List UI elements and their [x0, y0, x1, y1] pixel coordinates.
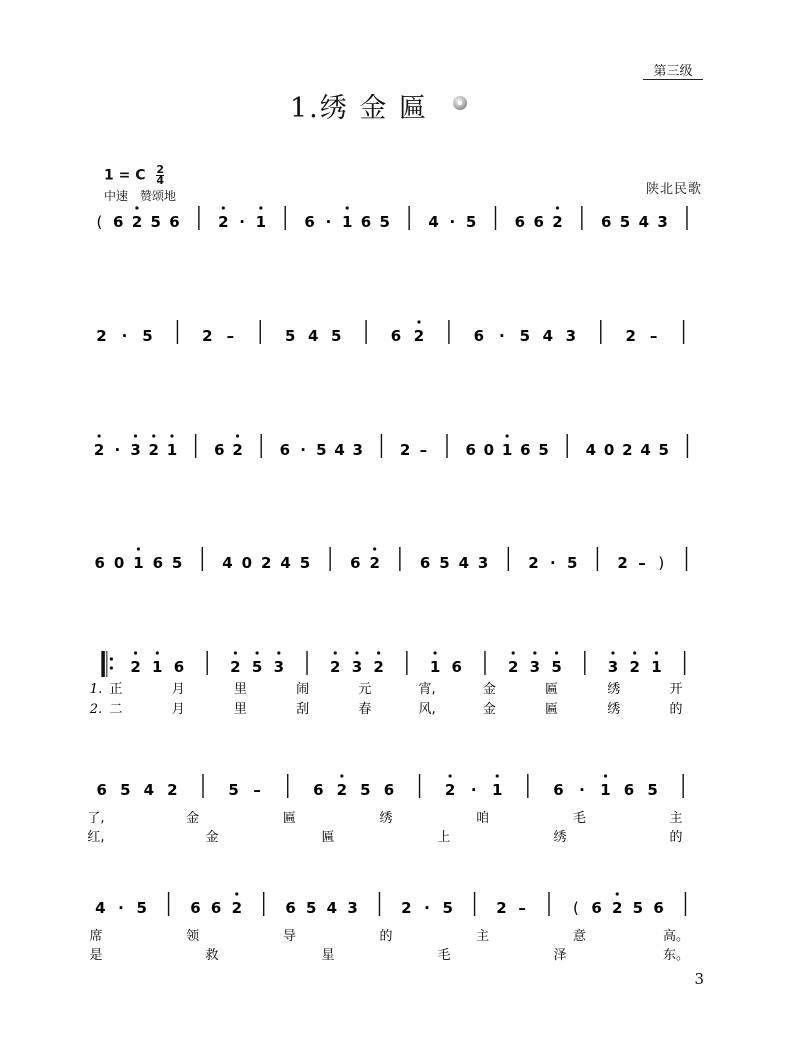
note: 0 — [241, 554, 253, 572]
high-octave-dot — [152, 434, 155, 437]
high-octave-dot — [346, 206, 349, 209]
lyric-word: 高。 — [662, 929, 690, 944]
high-octave-dot — [277, 651, 280, 654]
lyric-word: 匾 — [545, 682, 559, 697]
high-octave-dot — [134, 651, 137, 654]
note: 5 — [306, 899, 317, 917]
note: 6 — [383, 781, 395, 799]
note: 5 — [360, 781, 371, 799]
lyric-word: 毛 — [437, 948, 451, 963]
lyric-word: 意 — [572, 929, 586, 944]
note: 5 — [330, 327, 342, 345]
note: 2 — [399, 441, 411, 459]
lyric-word: 毛 — [572, 811, 586, 826]
note: 2 — [369, 554, 380, 572]
note: 3 — [657, 213, 668, 231]
note: 5 — [120, 781, 131, 799]
high-octave-dot — [604, 774, 607, 777]
note: 6 — [451, 658, 462, 676]
lyric-word: 金 — [205, 830, 219, 845]
note: 1 — [429, 658, 441, 676]
song-title: 1.绣 金 匾 — [290, 93, 428, 124]
note: 1 — [341, 213, 353, 231]
note: 2 — [373, 658, 384, 676]
lyric-word: 领 — [186, 929, 200, 944]
tempo-marking: 中速 赞颂地 — [104, 189, 177, 203]
note: 1 — [166, 441, 178, 459]
note: 2 — [528, 554, 539, 572]
note: 2 — [444, 781, 456, 799]
note: 6 — [465, 441, 476, 459]
high-octave-dot — [506, 434, 509, 437]
high-octave-dot — [156, 651, 159, 654]
note: – — [253, 781, 261, 799]
note: 6 — [419, 554, 431, 572]
note: 5 — [142, 327, 153, 345]
high-octave-dot — [98, 434, 101, 437]
note: 2 — [413, 327, 425, 345]
lyric-word: 星 — [321, 948, 335, 963]
repeat-barline — [101, 651, 105, 677]
note: 6 — [279, 441, 291, 459]
lyric-word: 开 — [669, 682, 683, 697]
note: · — [550, 554, 556, 572]
high-octave-dot — [496, 774, 499, 777]
note: · — [300, 441, 306, 459]
note: – — [226, 327, 235, 345]
lyric-word: 咱 — [476, 811, 490, 826]
note: 5 — [632, 899, 644, 917]
note: 6 — [173, 658, 185, 676]
lyric-word: 匾 — [545, 702, 559, 717]
note: · — [424, 899, 430, 917]
note: · — [121, 327, 128, 345]
note: 2 — [617, 554, 628, 572]
high-octave-dot — [533, 651, 536, 654]
high-octave-dot — [134, 434, 137, 437]
note: – — [419, 441, 428, 459]
note: ) — [658, 554, 665, 572]
lyric-word: 宵, — [418, 682, 436, 697]
note: 2 — [130, 658, 141, 676]
note: 6 — [152, 554, 164, 572]
note: 6 — [514, 213, 526, 231]
note: 2 — [131, 213, 143, 231]
note: – — [638, 554, 646, 572]
note: 6 — [169, 213, 180, 231]
high-octave-dot — [135, 206, 138, 209]
note: 4 — [326, 899, 338, 917]
note: · — [579, 781, 585, 799]
note: 4 — [334, 441, 345, 459]
note: 3 — [347, 899, 358, 917]
note: 6 — [553, 781, 564, 799]
high-octave-dot — [355, 651, 358, 654]
note: 2 — [232, 441, 243, 459]
lyric-word: 东。 — [662, 948, 690, 963]
lyric-word: 上 — [437, 830, 451, 845]
lyric-word: 匾 — [321, 830, 335, 845]
repeat-dot — [110, 666, 113, 669]
note: 4 — [222, 554, 233, 572]
high-octave-dot — [377, 651, 380, 654]
note: 2 — [552, 213, 563, 231]
note: 0 — [113, 554, 125, 572]
note: 5 — [551, 658, 562, 676]
note: 3 — [477, 554, 489, 572]
note: 0 — [603, 441, 615, 459]
note: – — [518, 899, 526, 917]
lyric-word: 席 — [89, 929, 103, 944]
note: 5 — [251, 658, 263, 676]
high-octave-dot — [512, 651, 515, 654]
note: 5 — [619, 213, 631, 231]
lyric-word: 泽 — [553, 948, 567, 963]
note: 4 — [638, 213, 650, 231]
note: 6 — [190, 899, 201, 917]
note: 3 — [130, 441, 141, 459]
lyric-word: 金 — [482, 682, 496, 697]
note: 3 — [607, 658, 619, 676]
note: 5 — [136, 899, 147, 917]
note: 2 — [612, 899, 623, 917]
note: 3 — [351, 658, 363, 676]
note: 6 — [473, 327, 485, 345]
note: ( — [96, 213, 103, 231]
note: 1 — [133, 554, 144, 572]
note: · — [498, 327, 505, 345]
note: 4 — [307, 327, 319, 345]
note: 4 — [458, 554, 470, 572]
note: 4 — [95, 899, 106, 917]
note: 4 — [428, 213, 439, 231]
lyric-word: 主 — [476, 929, 490, 944]
note: 4 — [280, 554, 291, 572]
note: 2 — [148, 441, 159, 459]
lyric-word: 救 — [205, 948, 219, 963]
note: 1 — [600, 781, 611, 799]
note: 2 — [218, 213, 229, 231]
note: 3 — [529, 658, 541, 676]
repeat-dot — [110, 657, 113, 660]
note: 5 — [442, 899, 453, 917]
high-octave-dot — [433, 651, 436, 654]
note: 5 — [647, 781, 658, 799]
note: 5 — [299, 554, 311, 572]
high-octave-dot — [340, 774, 343, 777]
note: 6 — [304, 213, 315, 231]
time-signature-bottom: 4 — [156, 174, 165, 187]
note: 1 — [255, 213, 267, 231]
note: 6 — [94, 554, 105, 572]
lyric-word: 春 — [358, 702, 372, 717]
lyric-word: 里 — [233, 682, 247, 697]
note: 3 — [273, 658, 285, 676]
note: 5 — [228, 781, 239, 799]
lyric-word: 的 — [669, 830, 683, 845]
note: 1 — [651, 658, 662, 676]
note: 2 — [625, 327, 636, 345]
high-octave-dot — [449, 774, 452, 777]
note: · — [449, 213, 456, 231]
note: 6 — [112, 213, 124, 231]
lyric-word: 的 — [669, 702, 683, 717]
song-source: 陕北民歌 — [645, 182, 702, 197]
note: 5 — [316, 441, 327, 459]
note: 5 — [567, 554, 578, 572]
lyric-word: 刮 — [296, 702, 310, 717]
note: 6 — [601, 213, 612, 231]
high-octave-dot — [137, 547, 140, 550]
high-octave-dot — [655, 651, 658, 654]
note: 6 — [313, 781, 324, 799]
high-octave-dot — [236, 434, 239, 437]
high-octave-dot — [556, 206, 559, 209]
note: 5 — [439, 554, 450, 572]
high-octave-dot — [259, 206, 262, 209]
lyric-word: 的 — [379, 929, 393, 944]
lyric-word: 绣 — [607, 682, 621, 697]
page-number: 3 — [694, 970, 704, 988]
note: 2 — [336, 781, 348, 799]
key-signature: 1 = C — [104, 167, 146, 184]
level-label: 第三级 — [653, 64, 693, 79]
note: 6 — [210, 899, 222, 917]
high-octave-dot — [373, 547, 376, 550]
note: · — [325, 213, 332, 231]
note: – — [649, 327, 658, 345]
note: 0 — [483, 441, 495, 459]
note: 5 — [658, 441, 669, 459]
lyric-word: 主 — [669, 811, 683, 826]
note: 1 — [152, 658, 163, 676]
note: ( — [572, 899, 579, 917]
note: 2 — [96, 327, 107, 345]
lyric-word: 月 — [171, 702, 185, 717]
note: 6 — [390, 327, 402, 345]
note: 6 — [96, 781, 107, 799]
lyric-word: 导 — [282, 929, 296, 944]
lyric-word: 匾 — [282, 811, 296, 826]
note: 1 — [501, 441, 513, 459]
note: 6 — [350, 554, 361, 572]
lyric-word: 二 — [109, 702, 123, 717]
note: 5 — [519, 327, 531, 345]
note: 6 — [653, 899, 664, 917]
note: · — [118, 899, 124, 917]
high-octave-dot — [256, 651, 259, 654]
note: 6 — [623, 781, 635, 799]
note: 6 — [533, 213, 544, 231]
verse-number: 2. — [89, 702, 103, 717]
lyric-word: 红, — [87, 830, 105, 845]
high-octave-dot — [222, 206, 225, 209]
note: 6 — [360, 213, 372, 231]
note: 6 — [591, 899, 602, 917]
time-signature-top: 2 — [156, 163, 165, 176]
note: 2 — [167, 781, 178, 799]
lyric-word: 元 — [358, 682, 372, 697]
note: 4 — [585, 441, 597, 459]
lyric-word: 绣 — [553, 830, 567, 845]
lyric-word: 月 — [171, 682, 185, 697]
note: 6 — [520, 441, 531, 459]
note: 2 — [330, 658, 341, 676]
note: · — [470, 781, 477, 799]
note: 5 — [150, 213, 161, 231]
lyric-word: 闹 — [296, 682, 310, 697]
note: 2 — [93, 441, 105, 459]
high-octave-dot — [235, 892, 238, 895]
note: 3 — [565, 327, 577, 345]
lyric-word: 正 — [109, 682, 123, 697]
note: 5 — [284, 327, 296, 345]
note: 3 — [352, 441, 363, 459]
note: 2 — [496, 899, 507, 917]
high-octave-dot — [616, 892, 619, 895]
high-octave-dot — [170, 434, 173, 437]
note: 5 — [171, 554, 183, 572]
high-octave-dot — [611, 651, 614, 654]
note: 4 — [143, 781, 155, 799]
note: 2 — [231, 899, 243, 917]
note: · — [239, 213, 245, 231]
lyric-word: 金 — [482, 702, 496, 717]
high-octave-dot — [555, 651, 558, 654]
lyric-word: 金 — [186, 811, 200, 826]
high-octave-dot — [334, 651, 337, 654]
note: 1 — [491, 781, 503, 799]
high-octave-dot — [417, 320, 420, 323]
note: 2 — [629, 658, 640, 676]
note: 2 — [401, 899, 412, 917]
note: 2 — [261, 554, 272, 572]
note: 6 — [285, 899, 296, 917]
note: 4 — [640, 441, 651, 459]
high-octave-dot — [633, 651, 636, 654]
lyric-word: 是 — [89, 948, 103, 963]
note: 5 — [538, 441, 549, 459]
high-octave-dot — [234, 651, 237, 654]
note: 2 — [507, 658, 519, 676]
verse-number: 1. — [89, 682, 103, 697]
note: 4 — [542, 327, 554, 345]
note: 6 — [214, 441, 225, 459]
note: · — [114, 441, 121, 459]
note: 5 — [379, 213, 390, 231]
lyric-word: 绣 — [607, 702, 621, 717]
note: 5 — [465, 213, 477, 231]
lyric-word: 里 — [233, 702, 247, 717]
note: 2 — [622, 441, 633, 459]
lyric-word: 风, — [418, 702, 436, 717]
lyric-word: 绣 — [379, 811, 393, 826]
note: 2 — [230, 658, 241, 676]
lyric-word: 了, — [87, 811, 105, 826]
note: 2 — [202, 327, 213, 345]
